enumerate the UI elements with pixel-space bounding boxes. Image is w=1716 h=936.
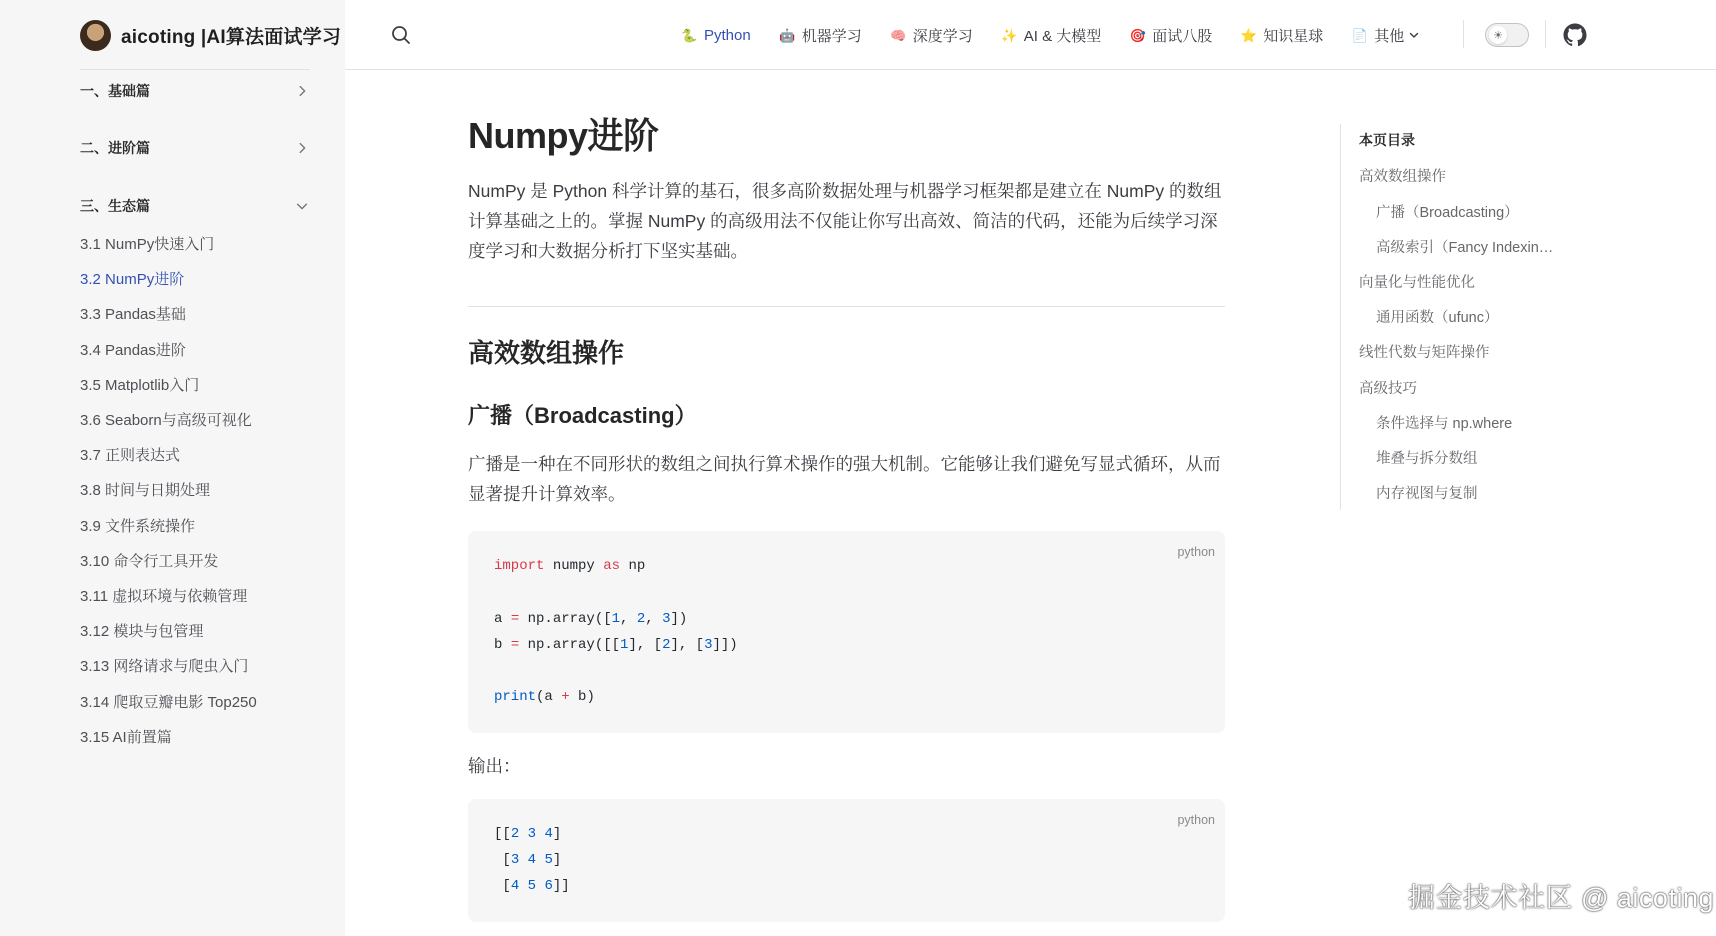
output-block	[468, 799, 1225, 922]
topnav-interview[interactable]	[1129, 25, 1212, 46]
subsection-heading: 广播（Broadcasting）	[468, 403, 697, 428]
toc-item[interactable]: 向量化与性能优化	[1359, 275, 1475, 291]
chevron-down-icon	[1408, 29, 1420, 41]
toc-item[interactable]: 内存视图与复制	[1376, 486, 1478, 502]
document-icon: 📄	[1351, 27, 1368, 43]
article	[468, 110, 1225, 922]
toc-item[interactable]: 条件选择与 np.where	[1376, 416, 1513, 432]
sidebar-item-numpy-quickstart[interactable]: 3.1 NumPy快速入门	[80, 236, 215, 254]
top-nav	[681, 21, 1448, 49]
sidebar-divider	[80, 69, 310, 70]
code-line: [4 5 6]]	[494, 878, 570, 895]
topnav-label: 面试八股	[1152, 27, 1213, 45]
sidebar-section-label: 二、进阶篇	[80, 140, 150, 156]
code-line: [3 4 5]	[494, 852, 562, 869]
topnav-label: AI & 大模型	[1023, 27, 1102, 45]
watermark: 掘金技术社区 @ aicoting	[1408, 883, 1714, 913]
sidebar-item-seaborn[interactable]: 3.6 Seaborn与高级可视化	[80, 412, 252, 430]
topnav-knowledge-planet[interactable]	[1240, 25, 1323, 46]
robot-icon: 🤖	[779, 27, 796, 43]
output-label: 输出：	[468, 755, 521, 776]
code-line: import numpy as np	[494, 558, 646, 574]
sidebar-item-matplotlib[interactable]: 3.5 Matplotlib入门	[80, 376, 200, 394]
target-icon: 🎯	[1129, 27, 1146, 43]
code-line	[494, 658, 1199, 684]
search-icon	[390, 24, 412, 46]
brand-link[interactable]	[80, 18, 341, 52]
topnav-machine-learning[interactable]	[779, 25, 862, 46]
sidebar-item-regex[interactable]: 3.7 正则表达式	[80, 447, 181, 465]
code-line: [[2 3 4]	[494, 825, 562, 842]
code-line: a = np.array([1, 2, 3])	[494, 610, 688, 627]
toc-item[interactable]: 线性代数与矩阵操作	[1359, 345, 1490, 361]
brain-icon: 🧠	[890, 27, 907, 43]
topnav-label: 深度学习	[912, 27, 973, 45]
star-icon: ⭐	[1240, 27, 1257, 43]
toc-item[interactable]: 高级索引（Fancy Indexin…	[1376, 240, 1554, 256]
code-language-label: python	[1177, 812, 1215, 827]
topnav-python[interactable]	[681, 27, 751, 44]
sidebar-item-pandas-advanced[interactable]: 3.4 Pandas进阶	[80, 341, 186, 359]
toc-item[interactable]: 高效数组操作	[1359, 169, 1446, 185]
python-icon: 🐍	[681, 27, 698, 43]
code-language-label: python	[1177, 545, 1215, 559]
sidebar	[0, 0, 345, 936]
sidebar-item-numpy-advanced[interactable]: 3.2 NumPy进阶	[80, 271, 185, 289]
toc-item[interactable]: 通用函数（ufunc）	[1376, 310, 1499, 326]
avatar	[80, 20, 111, 51]
sidebar-item-pandas-basics[interactable]: 3.3 Pandas基础	[80, 306, 186, 324]
brand-title: aicoting |AI算法面试学习	[121, 26, 342, 48]
sidebar-item-cli[interactable]: 3.10 命令行工具开发	[80, 552, 219, 570]
topnav-other-dropdown[interactable]	[1351, 25, 1420, 46]
toc-item[interactable]: 广播（Broadcasting）	[1376, 205, 1519, 221]
header-divider	[1463, 20, 1464, 48]
chevron-down-icon	[294, 198, 310, 214]
section-heading: 高效数组操作	[468, 338, 625, 368]
search-button[interactable]	[390, 24, 412, 46]
toc-title: 本页目录	[1359, 132, 1415, 148]
sidebar-item-venv[interactable]: 3.11 虚拟环境与依赖管理	[80, 587, 248, 605]
sidebar-section-label: 三、生态篇	[80, 198, 150, 214]
intro-paragraph: NumPy 是 Python 科学计算的基石，很多高阶数据处理与机器学习框架都是建立在 NumPy 的数组计算基础之上的。掌握 NumPy 的高级用法不仅能让你写出高效、简洁的代码，还能为后续学习深度学习和大数据分析打下坚实基础。	[468, 181, 1222, 261]
sidebar-item-ai-prelude[interactable]: 3.15 AI前置篇	[80, 728, 172, 746]
paragraph: 广播是一种在不同形状的数组之间执行算术操作的强大机制。它能够让我们避免写显式循环，从而显著提升计算效率。	[468, 454, 1221, 504]
github-icon[interactable]	[1563, 23, 1587, 47]
code-line: b = np.array([[1], [2], [3]])	[494, 636, 738, 653]
toc-item[interactable]: 堆叠与拆分数组	[1376, 451, 1478, 467]
table-of-contents	[1340, 124, 1580, 510]
sidebar-nav	[80, 226, 320, 754]
chevron-right-icon	[294, 140, 310, 156]
sidebar-section-ecosystem[interactable]	[80, 192, 310, 220]
topnav-ai-llm[interactable]	[1001, 25, 1102, 46]
sidebar-item-requests[interactable]: 3.13 网络请求与爬虫入门	[80, 658, 249, 676]
code-block	[468, 531, 1225, 733]
page-title: Numpy进阶	[468, 115, 659, 156]
theme-toggle[interactable]	[1485, 23, 1529, 47]
sidebar-item-douban[interactable]: 3.14 爬取豆瓣电影 Top250	[80, 693, 257, 711]
topnav-label: 其他	[1374, 27, 1405, 45]
topnav-label: Python	[704, 26, 751, 44]
chevron-right-icon	[294, 83, 310, 99]
topnav-label: 知识星球	[1263, 27, 1324, 45]
sun-icon: ☀	[1489, 26, 1507, 44]
sidebar-item-modules[interactable]: 3.12 模块与包管理	[80, 623, 204, 641]
sidebar-section-basics[interactable]	[80, 77, 310, 105]
top-header	[345, 0, 1716, 70]
code-line: print(a + b)	[494, 689, 595, 706]
sparkles-icon: ✨	[1001, 27, 1018, 43]
code-line	[494, 579, 1199, 605]
topnav-deep-learning[interactable]	[890, 25, 973, 46]
topnav-label: 机器学习	[801, 27, 862, 45]
sidebar-item-datetime[interactable]: 3.8 时间与日期处理	[80, 482, 211, 500]
sidebar-section-advanced[interactable]	[80, 134, 310, 162]
sidebar-item-filesystem[interactable]: 3.9 文件系统操作	[80, 517, 196, 535]
toc-item[interactable]: 高级技巧	[1359, 381, 1417, 397]
sidebar-section-label: 一、基础篇	[80, 83, 150, 99]
header-divider	[1545, 20, 1546, 48]
divider	[468, 306, 1225, 307]
